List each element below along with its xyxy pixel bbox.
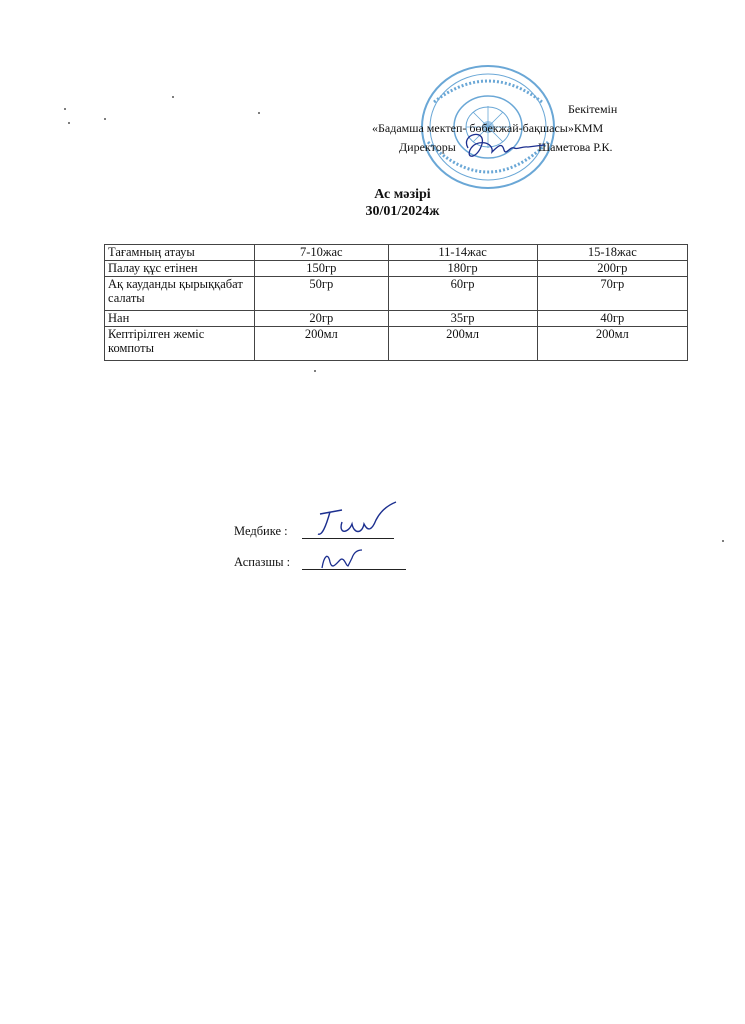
nurse-signature-icon (312, 500, 404, 544)
scan-speck (258, 112, 260, 114)
table-header-row (105, 245, 688, 261)
portion-cell: 200мл (255, 327, 389, 361)
menu-title: Ас мәзірі (374, 187, 431, 202)
portion-cell: 60гр (388, 277, 537, 311)
cook-signature-label: Аспазшы : (234, 555, 291, 569)
header-cell: 11-14жас (388, 245, 537, 261)
header-cell: 15-18жас (537, 245, 687, 261)
approval-director-name: Шаметова Р.К. (538, 140, 613, 154)
portion-cell: 200мл (388, 327, 537, 361)
menu-table (104, 244, 688, 361)
scan-speck (314, 370, 316, 372)
dish-name-cell: Палау құс етінен (105, 261, 255, 277)
approval-title: Бекітемін (568, 102, 618, 116)
table-row (105, 311, 688, 327)
scan-speck (68, 122, 70, 124)
portion-cell: 180гр (388, 261, 537, 277)
portion-cell: 200гр (537, 261, 687, 277)
header-cell: Тағамның атауы (105, 245, 255, 261)
scan-speck (172, 96, 174, 98)
portion-cell: 20гр (255, 311, 389, 327)
director-signature-icon (458, 128, 548, 168)
scan-speck (722, 540, 724, 542)
portion-cell: 50гр (255, 277, 389, 311)
scan-speck (64, 108, 66, 110)
table-row (105, 277, 688, 311)
dish-name-cell: Кептірілген жеміс компоты (105, 327, 255, 361)
table-row (105, 327, 688, 361)
portion-cell: 35гр (388, 311, 537, 327)
portion-cell: 70гр (537, 277, 687, 311)
dish-name-cell: Ақ кауданды қырыққабат салаты (105, 277, 255, 311)
menu-date: 30/01/2024ж (365, 204, 440, 219)
approval-director-label: Директоры (399, 140, 456, 154)
approval-organization: «Бадамша мектеп- бөбекжай-бақшасы»КММ (372, 121, 604, 135)
portion-cell: 200мл (537, 327, 687, 361)
cook-signature-icon (318, 548, 364, 574)
portion-cell: 150гр (255, 261, 389, 277)
scan-speck (104, 118, 106, 120)
dish-name-cell: Нан (105, 311, 255, 327)
header-cell: 7-10жас (255, 245, 389, 261)
portion-cell: 40гр (537, 311, 687, 327)
nurse-signature-label: Медбике : (234, 524, 288, 538)
table-row (105, 261, 688, 277)
